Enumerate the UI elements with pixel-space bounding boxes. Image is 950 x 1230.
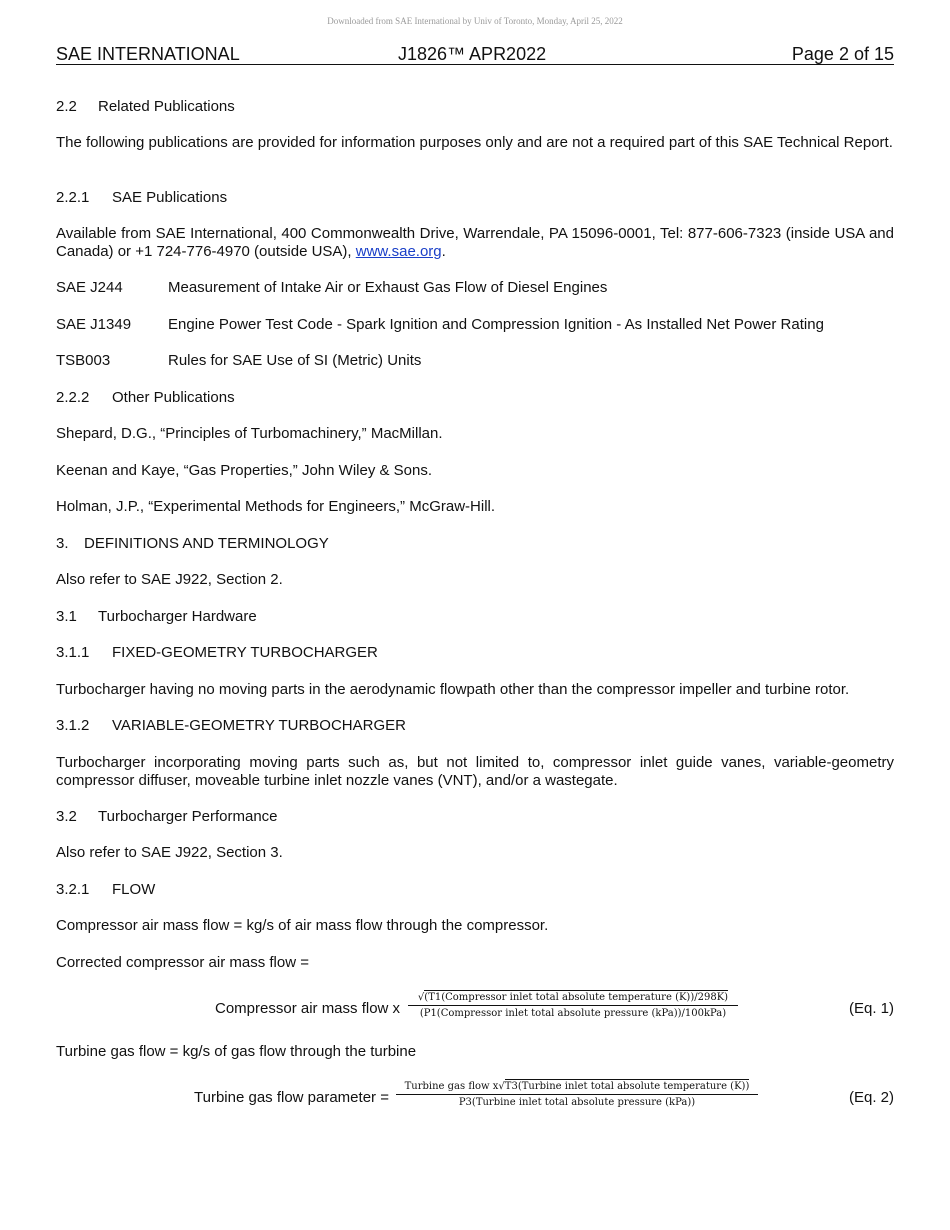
reference-row [56,316,894,334]
reference-code: TSB003 [56,352,111,369]
section-title: DEFINITIONS AND TERMINOLOGY [84,535,329,552]
paragraph-intro: The following publications are provided for information purposes only and are not a required part of this SAE Technical Report. [56,134,893,151]
section-title: Turbocharger Performance [98,808,278,825]
reference-title: Engine Power Test Code - Spark Ignition and Compression Ignition - As Installed Net Power Rating [168,316,824,333]
section-title: Related Publications [98,98,235,115]
paragraph-compressor-flow: Compressor air mass flow = kg/s of air mass flow through the compressor. [56,917,549,934]
equation-number: (Eq. 1) [848,1000,894,1017]
section-number: 3.1.1 [56,644,90,661]
section-title: SAE Publications [112,189,228,206]
section-heading-3 [56,535,894,553]
section-heading-2-2-2 [56,389,894,407]
paragraph-availability [56,225,894,261]
page-header [56,44,894,65]
reference-title: Measurement of Intake Air or Exhaust Gas Flow of Diesel Engines [168,279,608,296]
equation-numerator [408,990,738,1006]
reference-row [56,352,894,370]
section-heading-2-2 [56,98,894,116]
section-heading-3-1 [56,608,894,626]
other-publication-item: Shepard, D.G., “Principles of Turbomachinery,” MacMillan. [56,425,443,442]
numerator-prefix: Turbine gas flow x [404,1081,499,1092]
reference-row [56,279,894,297]
availability-end: . [441,243,446,260]
section-number: 3.2 [56,808,77,825]
equation-lhs: Compressor air mass flow x [215,1000,401,1017]
sae-website-link[interactable]: www.sae.org [355,243,442,260]
section-title: Other Publications [112,389,235,406]
header-page-number: Page 2 of 15 [791,44,894,64]
section-number: 3.2.1 [56,881,90,898]
section-title: VARIABLE-GEOMETRY TURBOCHARGER [112,717,406,734]
equation-denominator: (P1(Compressor inlet total absolute pressure (kPa))/100kPa) [419,1008,727,1019]
equation-2 [56,1079,894,1119]
reference-code: SAE J244 [56,279,123,296]
other-publication-item: Keenan and Kaye, “Gas Properties,” John Wiley & Sons. [56,462,433,479]
download-watermark: Downloaded from SAE International by Univ of Toronto, Monday, April 25, 2022 [327,16,623,26]
paragraph-fixed-geometry: Turbocharger having no moving parts in the aerodynamic flowpath other than the compressor impeller and turbine rotor. [56,681,850,698]
section-heading-2-2-1 [56,189,894,207]
section-number: 2.2.2 [56,389,90,406]
equation-1 [56,990,894,1030]
section-number: 3.1 [56,608,77,625]
section-number: 2.2 [56,98,77,115]
paragraph-corrected-flow: Corrected compressor air mass flow = [56,954,309,971]
paragraph-variable-geometry: Turbocharger incorporating moving parts such as, but not limited to, compressor inlet guide vanes, variable-geometry compressor diffuser, moveable turbine inlet nozzle vanes (VNT), and/or a wastegate. [56,754,894,789]
section-number: 3. [56,535,69,552]
other-publication-item: Holman, J.P., “Experimental Methods for Engineers,” McGraw-Hill. [56,498,496,515]
section-heading-3-2 [56,808,894,826]
radicand: T3(Turbine inlet total absolute temperature (K)) [504,1081,750,1092]
radicand: (T1(Compressor inlet total absolute temperature (K))/298K) [424,992,729,1003]
paragraph-turbine-flow: Turbine gas flow = kg/s of gas flow through the turbine [56,1043,417,1060]
square-root-icon: √T3(Turbine inlet total absolute temperature (K)) [498,1081,750,1092]
section-heading-3-2-1 [56,881,894,899]
availability-text: Available from SAE International, 400 Commonwealth Drive, Warrendale, PA 15096-0001, Tel: 877-606-7323 (inside USA and Canada) or +1 724-776-4970 (outside USA), [56,225,894,260]
section-title: FIXED-GEOMETRY TURBOCHARGER [112,644,378,661]
square-root-icon: √(T1(Compressor inlet total absolute temperature (K))/298K) [417,992,729,1003]
section-title: FLOW [112,881,156,898]
reference-code: SAE J1349 [56,316,132,333]
section-heading-3-1-2 [56,717,894,735]
header-document-id: J1826™ APR2022 [398,44,547,64]
section-number: 2.2.1 [56,189,90,206]
equation-denominator: P3(Turbine inlet total absolute pressure (kPa)) [458,1097,696,1108]
section-heading-3-1-1 [56,644,894,662]
section-number: 3.1.2 [56,717,90,734]
paragraph-refer-j922-section-2: Also refer to SAE J922, Section 2. [56,571,283,588]
equation-fraction [396,1079,758,1108]
section-title: Turbocharger Hardware [98,608,257,625]
equation-numerator [396,1079,758,1095]
equation-number: (Eq. 2) [848,1089,894,1106]
paragraph-refer-j922-section-3: Also refer to SAE J922, Section 3. [56,844,283,861]
equation-lhs: Turbine gas flow parameter = [194,1089,389,1106]
equation-fraction [408,990,738,1019]
header-organization: SAE INTERNATIONAL [56,44,240,64]
reference-title: Rules for SAE Use of SI (Metric) Units [168,352,422,369]
